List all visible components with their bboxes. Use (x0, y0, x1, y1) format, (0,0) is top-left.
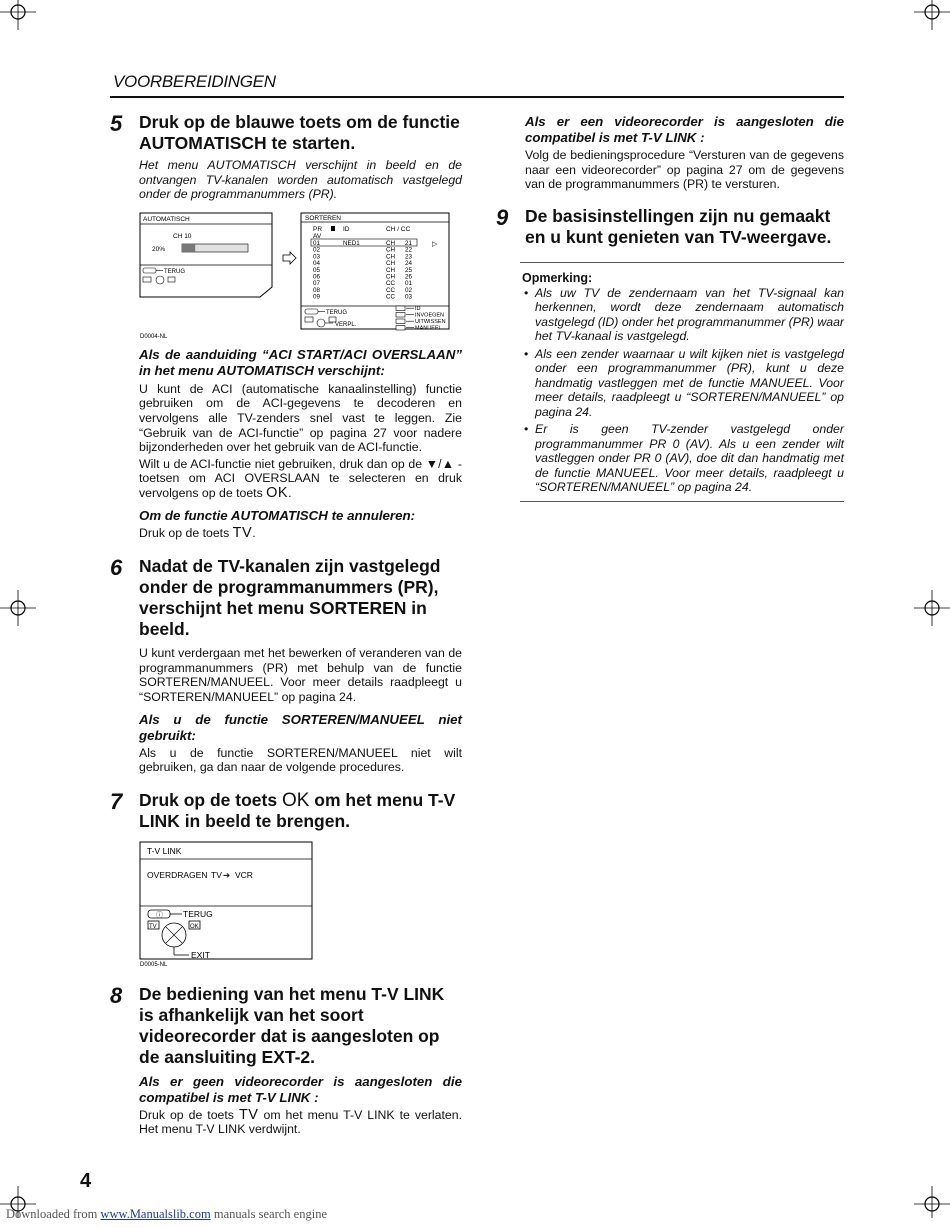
svg-text:TV: TV (149, 923, 157, 930)
auto-progress-fill (182, 244, 195, 252)
sort-menu-title: SORTEREN (305, 214, 341, 222)
registration-mark-icon (0, 590, 36, 626)
registration-mark-icon (0, 0, 36, 36)
tv-link-title: T-V LINK (147, 845, 182, 856)
sort-row-pr: 08 (313, 286, 321, 294)
tv-key-icon: TV (232, 524, 253, 541)
arrow-right-icon: ➔ (223, 869, 231, 880)
figure-code: D0005-NL (140, 961, 168, 968)
color-key-icon (396, 306, 405, 311)
step-8-text-start: Druk op de toets (139, 1107, 234, 1122)
footer (6, 1207, 327, 1222)
step-9 (496, 206, 844, 248)
aci-skip-text: Wilt u de ACI-functie niet gebruiken, druk dan op de ▼/▲ -toetsen om ACI OVERSLAAN te selecteren en druk vervolgens op de toets OK. (139, 456, 462, 501)
aci-text: U kunt de ACI (automatische kanaalinstelling) functie gebruiken om de ACI-gegevens te decoderen en vervolgens alle TV-zenders snel vast te leggen. Zie “Gebruik van de ACI-functie” op pagina 27 voor nadere bijzonderheden over het gebruik van de ACI-functie. (139, 381, 462, 455)
step-6-sub-text: Als u de functie SORTEREN/MANUEEL niet wilt gebruiken, ga dan naar de volgende procedures. (139, 745, 462, 775)
note-item: • Als een zender waarnaar u wilt kijken niet is vastgelegd onder een programmanummer (PR), kunt u deze handmatig vastleggen met de functie MANUEEL. Voor meer details, raadpleegt u “SORTEREN/MANUEEL” op pagina 24. (522, 347, 844, 420)
registration-mark-icon (914, 0, 950, 36)
step-6 (110, 556, 462, 640)
note-item: • Er is geen TV-zender vastgelegd onder programmanummer PR 0 (AV). Als u een zender wilt vastleggen onder PR 0 (AV), doe dit dan handmatig met de functie MANUEEL. Voor meer details, raadpleegt u “SORTEREN/MANUEEL” op pagina 24. (522, 422, 844, 495)
selection-arrow-icon: ▷ (432, 240, 438, 248)
step-description: Het menu AUTOMATISCH verschijnt in beeld en de ontvangen TV-kanalen worden automatisch vastgelegd onder de programmanummers (PR). (139, 158, 462, 202)
tv-key-icon: TV (238, 1106, 259, 1123)
sort-back-label: TERUG (326, 309, 347, 316)
step-number: 7 (110, 788, 123, 814)
automatisch-sorteren-diagram (110, 211, 462, 341)
note-list (522, 286, 844, 495)
step-heading: De basisinstellingen zijn nu gemaakt en u kunt genieten van TV-weergave. (525, 205, 832, 247)
sort-row-type: CH (386, 253, 396, 261)
sort-row-pr: 04 (313, 259, 321, 267)
sort-av-row: AV (313, 232, 322, 240)
color-key-icon (396, 312, 405, 317)
cancel-text: Druk op de toets TV. (139, 524, 256, 541)
step-number: 8 (110, 982, 123, 1008)
svg-text:OK: OK (190, 923, 199, 930)
step-7-heading-start: Druk op de toets (139, 789, 278, 810)
step-8 (110, 984, 462, 1068)
step-5 (110, 112, 462, 154)
sort-row-pr: 02 (313, 246, 321, 254)
figure-code: D0004-NL (140, 333, 168, 340)
note-item: • Als uw TV de zendernaam van het TV-signaal kan herkennen, wordt deze zendernaam automatisch vastgelegd (ID) onder het programmanummer (PR) waar het TV-kanaal is vastgelegd. (522, 286, 844, 344)
tv-link-to: VCR (235, 869, 253, 880)
tv-link-diagram (110, 840, 462, 968)
sort-row-channel: 25 (405, 266, 413, 274)
sort-header-id: ID (343, 225, 350, 233)
registration-mark-icon (914, 590, 950, 626)
tv-link-back: TERUG (183, 908, 213, 919)
sort-row-channel: 22 (405, 246, 413, 254)
sort-row-type: CH (386, 239, 396, 247)
step-8-sub-heading: Als er geen videorecorder is aangesloten die compatibel is met T-V LINK : (139, 1073, 462, 1105)
sort-row-pr: 01 (313, 239, 321, 247)
sort-row-channel: 23 (405, 253, 413, 261)
sort-row-pr: 05 (313, 266, 321, 274)
sort-row-type: CH (386, 273, 396, 281)
note-top-divider (520, 262, 844, 263)
ok-key-icon: OK (281, 789, 310, 811)
left-column (110, 112, 462, 1137)
step-heading: Nadat de TV-kanalen zijn vastgelegd onder de programmanummers (PR), verschijnt het menu SORTEREN in beeld. (139, 556, 441, 640)
header-divider (110, 96, 844, 98)
footer-prefix: Downloaded from (6, 1207, 98, 1221)
svg-text:ⓘ: ⓘ (156, 911, 163, 919)
sort-row-id: NED1 (343, 239, 360, 247)
step-8-text-end: om het menu T-V LINK te verlaten. Het menu T-V LINK verdwijnt. (139, 1107, 463, 1137)
section-title: VOORBEREIDINGEN (113, 72, 276, 91)
sort-row-channel: 21 (405, 239, 413, 247)
step-number: 5 (110, 111, 123, 136)
lock-icon (331, 226, 335, 231)
manualslib-link[interactable]: www.Manualslib.com (100, 1207, 211, 1221)
sort-header-pr: PR (313, 225, 323, 233)
color-key-icon (396, 319, 405, 324)
sort-legend-label: MANUEEL (415, 325, 442, 332)
cancel-text-main: Druk op de toets (139, 525, 230, 540)
sort-row-type: CH (386, 246, 396, 254)
sort-legend-label: ID (415, 305, 421, 312)
sort-row-type: CH (386, 259, 396, 267)
sort-row-type: CC (386, 293, 396, 301)
sort-row-pr: 03 (313, 253, 321, 261)
step-number: 9 (496, 204, 509, 230)
color-key-icon (396, 325, 405, 330)
sort-row-type: CC (386, 279, 396, 287)
step-7-heading-end: om het menu T-V LINK in beeld te brengen. (139, 789, 456, 831)
registration-mark-icon (914, 1182, 950, 1218)
compat-heading: Als er een videorecorder is aangesloten die compatibel is met T-V LINK : (525, 114, 844, 145)
step-6-text: U kunt verdergaan met het bewerken of veranderen van de programmanummers (PR) met behulp van de functie SORTEREN/MANUEEL. Voor meer details raadpleegt u “SORTEREN/MANUEEL” op pagina 24. (139, 646, 462, 704)
sort-row-type: CC (386, 286, 396, 294)
auto-channel: CH 10 (173, 232, 192, 240)
sort-row-channel: 02 (405, 286, 413, 294)
sort-legend-label: UITWISSEN (415, 318, 446, 325)
footer-suffix: manuals search engine (213, 1207, 327, 1221)
page-number: 4 (80, 1170, 92, 1192)
sort-row-channel: 26 (405, 273, 413, 281)
sort-move-label: VERPL. (335, 321, 357, 328)
step-7 (110, 790, 462, 832)
aci-heading: Als de aanduiding “ACI START/ACI OVERSLAAN” in het menu AUTOMATISCH verschijnt: (139, 346, 462, 378)
step-heading: Druk op de blauwe toets om de functie AUTOMATISCH te starten. (139, 112, 460, 153)
sort-legend-label: INVOEGEN (415, 312, 445, 319)
right-column (496, 114, 844, 502)
step-heading (139, 790, 462, 832)
auto-menu-title: AUTOMATISCH (143, 215, 190, 223)
compat-text: Volg de bedieningsprocedure “Versturen van de gegevens naar een videorecorder” op pagina 27 om de gegevens van de programmanummers (PR) te versturen. (525, 148, 844, 192)
step-6-sub-heading: Als u de functie SORTEREN/MANUEEL niet gebruikt: (139, 711, 462, 743)
cancel-heading: Om de functie AUTOMATISCH te annuleren: (139, 507, 416, 523)
auto-back-label: TERUG (164, 268, 185, 275)
tv-link-exit: EXIT (191, 949, 210, 960)
sort-row-channel: 24 (405, 259, 413, 267)
aci-skip-text-main: Wilt u de ACI-functie niet gebruiken, druk dan op de ▼/▲ -toetsen om ACI OVERSLAAN te selecteren en druk vervolgens op de toets (139, 456, 462, 500)
sort-row-pr: 06 (313, 273, 321, 281)
step-number: 6 (110, 555, 123, 581)
auto-percent: 20% (152, 245, 166, 253)
sort-header-chcc: CH / CC (386, 225, 411, 233)
tv-link-from: TV (211, 869, 222, 880)
ok-key-icon: OK (266, 484, 289, 501)
sort-row-channel: 03 (405, 293, 413, 301)
tv-link-transfer: OVERDRAGEN (147, 869, 208, 880)
step-8-text (139, 1108, 462, 1137)
sort-row-pr: 07 (313, 279, 321, 287)
note-box (522, 271, 844, 495)
step-heading: De bediening van het menu T-V LINK is afhankelijk van het soort videorecorder dat is aangesloten op de aansluiting EXT-2. (139, 983, 445, 1067)
arrow-right-icon (283, 252, 296, 264)
sort-row-type: CH (386, 266, 396, 274)
note-bottom-divider (520, 501, 844, 502)
sort-row-channel: 01 (405, 279, 413, 287)
note-heading: Opmerking: (522, 270, 593, 285)
sort-row-pr: 09 (313, 293, 321, 301)
